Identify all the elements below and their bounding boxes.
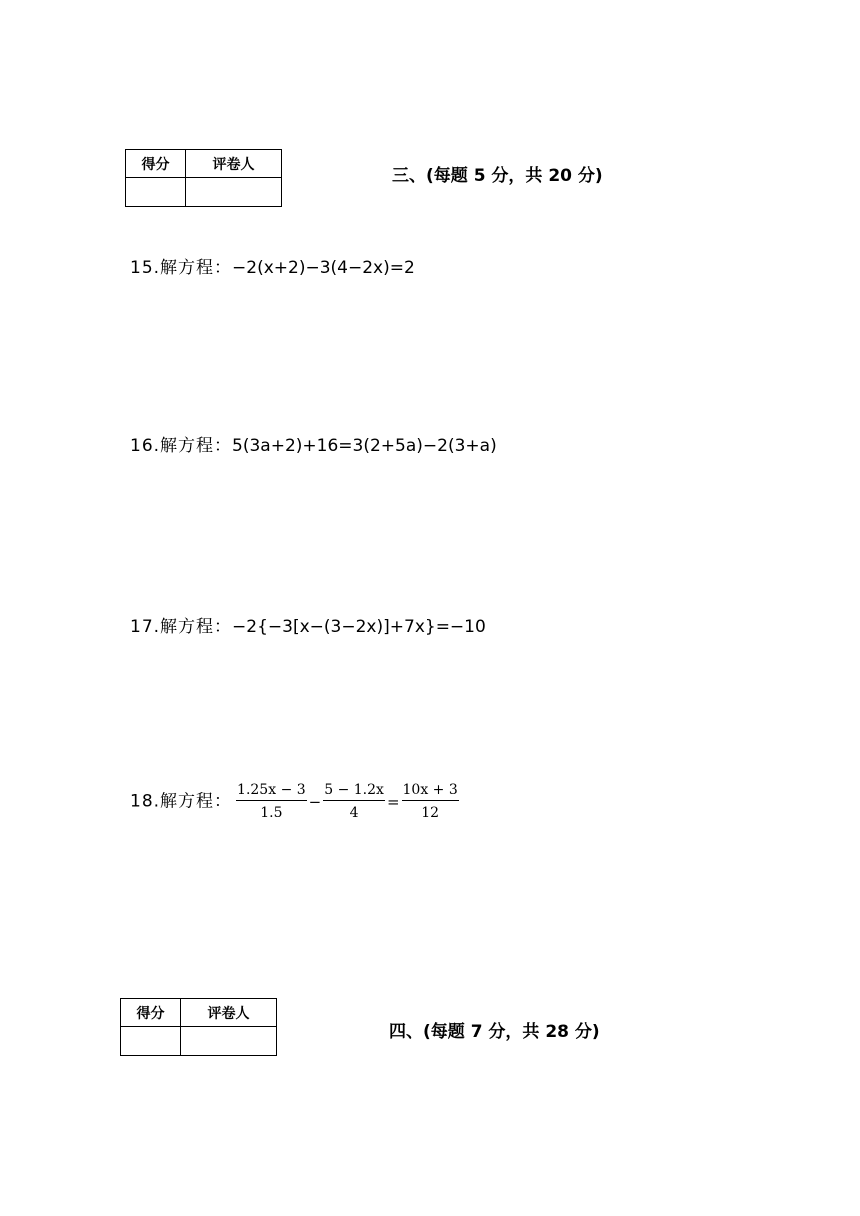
problem-label: 解方程： bbox=[160, 436, 233, 456]
problem-label: 解方程： bbox=[160, 791, 233, 812]
fraction-term-2 bbox=[323, 782, 385, 821]
fraction-term-1 bbox=[236, 782, 307, 821]
problem-number: 18. bbox=[130, 791, 161, 812]
score-header: 得分 bbox=[121, 999, 181, 1027]
numerator: 5 − 1.2x bbox=[323, 782, 385, 801]
problem-16 bbox=[130, 431, 497, 456]
section-heading: 四、(每题 7 分，共 28 分) bbox=[389, 1022, 600, 1042]
score-cell[interactable] bbox=[126, 178, 186, 207]
problem-number: 17. bbox=[130, 617, 161, 637]
grader-header: 评卷人 bbox=[186, 150, 282, 178]
problem-17 bbox=[130, 612, 486, 637]
fraction-term-3 bbox=[402, 782, 459, 821]
problem-18 bbox=[130, 782, 459, 821]
grader-cell[interactable] bbox=[181, 1027, 277, 1056]
score-cell[interactable] bbox=[121, 1027, 181, 1056]
problem-number: 16. bbox=[130, 436, 161, 456]
problem-equation: 5(3a+2)+16=3(2+5a)−2(3+a) bbox=[232, 436, 497, 456]
section-heading: 三、(每题 5 分，共 20 分) bbox=[392, 166, 603, 186]
problem-equation: −2{−3[x−(3−2x)]+7x}=−10 bbox=[232, 617, 486, 637]
minus-operator: − bbox=[308, 792, 322, 811]
denominator: 4 bbox=[349, 805, 359, 821]
problem-15 bbox=[130, 253, 415, 278]
equals-operator: = bbox=[386, 792, 400, 811]
score-table bbox=[120, 998, 277, 1056]
problem-equation: −2(x+2)−3(4−2x)=2 bbox=[232, 258, 415, 278]
score-table bbox=[125, 149, 282, 207]
denominator: 12 bbox=[421, 805, 440, 821]
numerator: 10x + 3 bbox=[402, 782, 459, 801]
problem-label: 解方程： bbox=[160, 617, 233, 637]
grader-cell[interactable] bbox=[186, 178, 282, 207]
grader-header: 评卷人 bbox=[181, 999, 277, 1027]
problem-label: 解方程： bbox=[160, 258, 233, 278]
numerator: 1.25x − 3 bbox=[236, 782, 307, 801]
denominator: 1.5 bbox=[260, 805, 283, 821]
problem-number: 15. bbox=[130, 258, 161, 278]
score-header: 得分 bbox=[126, 150, 186, 178]
fraction-equation bbox=[236, 782, 459, 821]
